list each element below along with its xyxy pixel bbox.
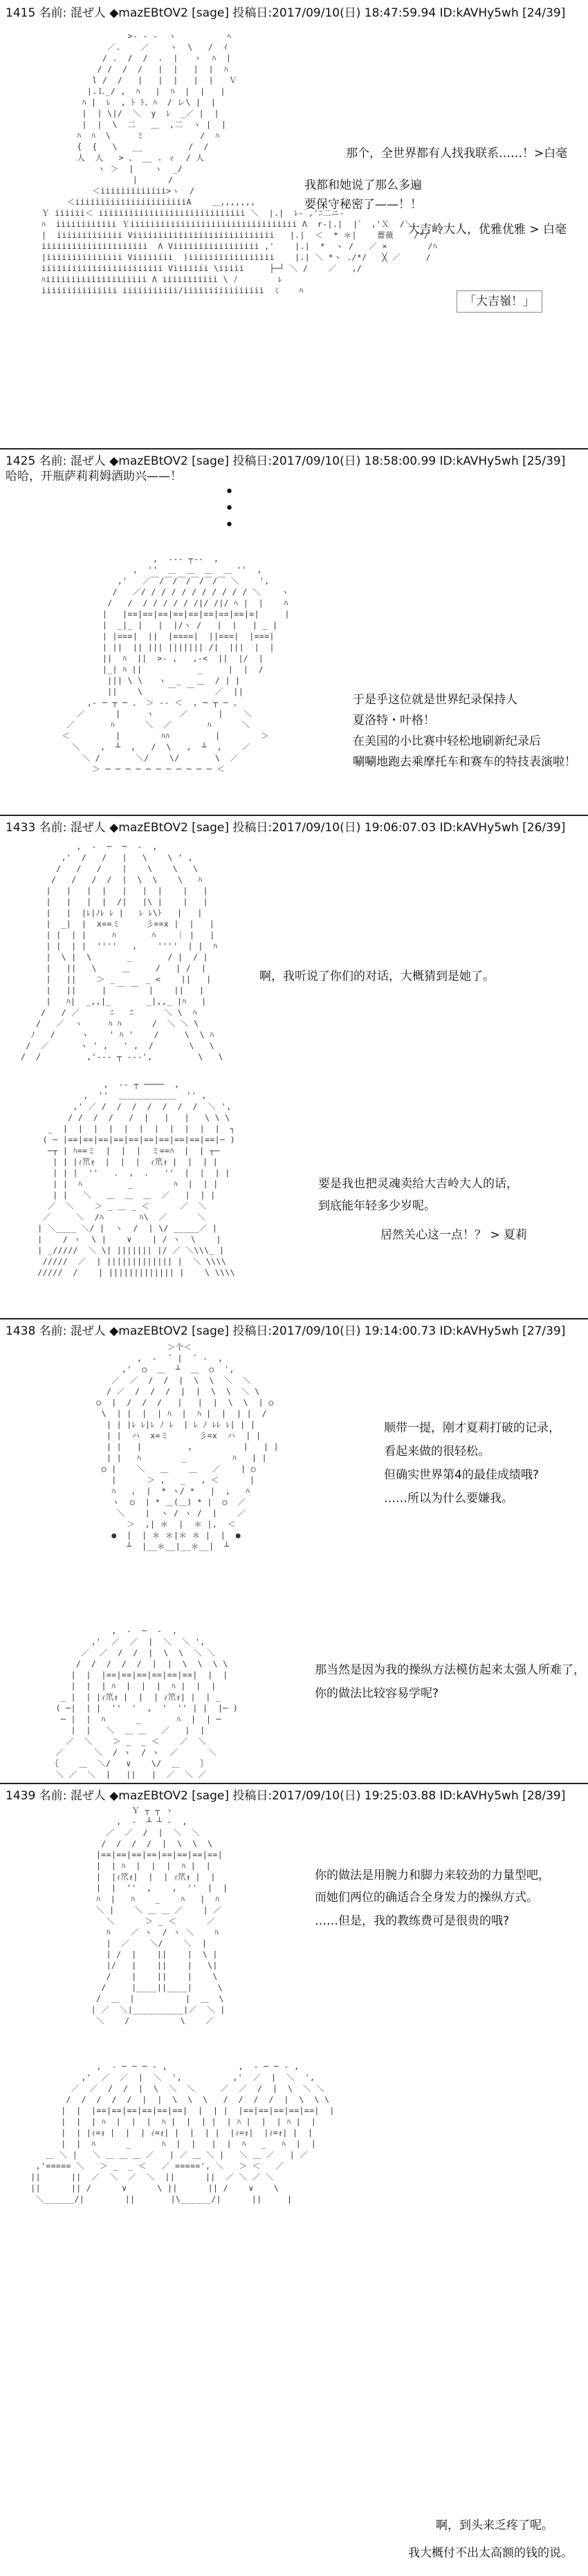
dialog-line: 你的做法是用腕力和脚力来较劲的力量型吧， — [315, 1869, 550, 1882]
ascii-art-figure: ＞个＜ , - ´ | ` - , ,' ○ ＿ ┴ ＿ ○ ', ／ ／ / / | \ \ ＼ ＼ / ／ / / / | | \ \ ＼ \ ○ | / / / | | | \ \ | ○ \ | | | | ﾊ | ﾊ | | | | / | | |ﾚ ﾚ|ﾚ ﾉ ﾚ | ﾚ ﾉ ﾚﾚ ﾚ| | | | | ハ x=ミ 彡=x ハ | | | | | , | | | | | ﾊ _ ﾊ | | ○ | ＼ ＿ ＿ ／ | ○ | ＞ , _ , ＜ | ﾊ , | * ヽ/ * | , ﾊ ヽ ○ | * ＿(＿) * | ○ ／ ＼ | ヽ / ヽ / | ／ ＞ ,| ＊ | ＊ |, ＜ ● | | ＊ ＊|＊ ＊ | | ● ┴ |__＊__|__＊__| ┴ — [96, 1342, 279, 1551]
dialog-line: 于是乎这位就是世界纪录保持人 — [353, 693, 517, 707]
post-separator — [0, 815, 588, 816]
dialog-line: 啊，我听说了你们的对话，大概猜到是她了。 — [259, 970, 495, 983]
post-header-1438: 1438 名前: 混ぜ人 ◆mazEBtOV2 [sage] 投稿日:2017/09/10(日) 19:14:00.73 ID:kAVHy5wh [27/39] — [6, 1324, 566, 1338]
dialog-line: 居然关心这一点！？ > 夏莉 — [380, 1228, 528, 1242]
dialog-line: 啊，到头来乏疼了呢。 — [436, 2519, 553, 2532]
ellipsis-dots: • • • — [225, 483, 234, 534]
dialog-line: 唰唰地跑去乘摩托车和赛车的特技表演啦！ — [353, 755, 576, 769]
dialog-line: 顺带一提，刚才夏莉打破的记录， — [384, 1421, 560, 1435]
dialog-line: 你的做法比较容易学呢? — [315, 1687, 439, 1701]
dialog-line: 而她们两位的确适合全身发力的操纵方式。 — [315, 1891, 538, 1905]
ascii-art-figure: , - ─ - , ,' ／ ／ | ＼ ＼ ', ／ ／ / / | \ \ ＼ ＼ / / / / / | | \ \ \ \ | | |==|==|==|==|==|==| | | | | | ﾊ | | | ﾊ | | | _ | | |ｨ笊ｫ | | | ｨ笊ｫ| | | _ ( ─| | | '' ' , ' '' | | |─ ) ─ | | ﾊ _ ﾊ | | ─ | | ＼ ＿ ＿ ／ | | ／ ＼ ＞ _ _ ＜ ／ ＼ ／ ＼ / ヽ / ヽ ／ ＼ ｛ ＿ ＼/ ∨ \/ ＿ ｝ ＼ ／ ＼ | || | ／ ＼ ／ — [50, 1626, 239, 1779]
dialog-line: 要是我也把灵魂卖给大吉岭大人的话， — [318, 1177, 518, 1191]
dialog-line: 大吉岭大人，优雅优雅 > 白毫 — [408, 223, 567, 237]
ascii-art-figure: , - ─ ─ ─ - , , - ─ ─ - , ,' ／ ／ | ＼ ', ,' ／ | ＼ ', ／ ／ / / | \ ＼ ＼ ／ ／ / | \ ＼ ＼ / / / / / | | \ \ \ / / / / | \ \ \ | | |==|==|==|==|==|==| | | | |==|==|==|==|==| | | | | ﾊ | | | ﾊ | | | | | ﾊ | | | ﾊ | | | | |ｨ=ｫ | | | ｨ=ｫ| | | | | |ｨ=ｫ| |ｨ=ｫ| | | | | ﾊ _ ﾊ | | | | ﾊ _ ﾊ | | ＿ ＼ | ＼ ＿ ＿ ＿ ／ | ／ ＿ ＼ | ＼ ＿ ／ | ／ ,'===== ＼ ＞ _ _ ＜ ／ =====', ＼ ＞ ＜ ／ || || ／ ＼ ／ ＼ || || ／ ＼ ／ ＼ || || / ∨ \ || || / ∨ \ ＼______/| || |\______/| || | — [30, 2061, 335, 2204]
post-subline: 哈哈，开瓶萨莉莉姆酒助兴——！ — [6, 470, 182, 483]
post-header-1415: 1415 名前: 混ぜ人 ◆mazEBtOV2 [sage] 投稿日:2017/09/10(日) 18:47:59.94 ID:kAVHy5wh [24/39] — [6, 6, 566, 20]
dialog-line: 到底能年轻多少岁呢。 — [318, 1199, 436, 1213]
dialog-line: ……所以为什么要嫌我。 — [384, 1492, 513, 1505]
dialog-line: 在美国的小比赛中轻松地刷新纪录后 — [353, 734, 541, 748]
ascii-art-figure: >- - - ヽ ﾍ ／. ／ ヽ \ / ｲ / . / / . | ヽ ﾊ | / / / / | | | | ﾊ l / / | | | | | Ｖ |.Ｌ_/ , ﾊ | ﾊ | | | ﾊ | ﾚ , ﾄ ﾄ、ﾊ / レ\ | | | | \|/ ＼ y ﾚ _／ | | | | \ 二 ＿ ,二 ヽ | | ﾊ ﾊ \ ミ / ﾊ { { \ __ / / 人 人 > 、 __ . ィ / 人 ヽ ＞ | ヽ _/ | / ＜iiiiiiiiiiiii>ヽ / ＜iiiiiiiiiiiiiiiiiiiiiiA ＿,,,,,,, Ｙ iiiiii＜ iiiiiiiiiiiiiiiiiiiiiiiiiiiii ＼ |.| ﾚ- ,'ﾆ二ニ- ﾊ iiiiiiiiiiii Ｙiiiiiiiiiiiiiiiiiiiiiiiiiiiiiiiii Λ r-|.| |゛ ,'Ｘ /＼ | iiiiiiiiiiiii Viiiiiiiiiiiiiiiiiiiiiiiiiiii |.| ＜ * ＊| 薔薇 /*/ iiiiiiiiiiiiiiiiiiiii Λ Viiiiiiiiiiiiiiiii ,' |.| * ヽ / ／ × /ﾊ |iiiiiiiiiiiiiii Viiiiiiii )iiiiiiiiiiiiiiiii |.| ＼ *ヽ ./*/ ╳ ／ / iiiiiiiiiiiiiiiiiiiiiiii Viiiiiii \iiiii ├─┘ ＼ / ／ ,/ ﾊiiiiiiiiiiiiiiiiiiii Λ iiiiiiiiiii \ ﾉ ﾚ iiiiiiiiiiiiiii iiiiiiiiiii/iiiiiiiiiiiiiiii ﾐ ﾊ — [41, 31, 437, 295]
dialog-line: 要保守秘密了——！！ — [304, 198, 422, 212]
ascii-art-figure: , --- ┬-- , , '' ＿ ＿ ＿ ＿ '' , ,' ／￣/￣/￣/￣/￣/￣ ＼ ', / ／/ / / / / / / / / / / ＼ ヽ / / / / / / / /|/ /|/ ﾍ | | ﾊ | |==|==|==|==|==|==|==|==|=| | | _|_ | | |/ヽ / | | | _ | | |===| || |====| ||===| |===| | || || ||| ||||||| /| ||| | | || ﾊ || >- , ,-< || |/ | |_| ﾊ || _ | | / ||| \ \ ヽ _ ＿ / | | || \ ￣ ￣ ／ || ,- ─ ┬ ─ 、 ＞ -- ＜ , ─ ┬ ─ 、 ／ | ヽ ／ | ＼ ／ ﾊ ＼ ／ ﾊ ＼ ＜ | ﾊﾊ | ＞ ＼ , ┴ , / \ , ┴ , ／ ＼ / ＼/ \/ \ ／ ＞ ─ ─ ─ ─ ─ ─ ─ ─ ─ ─ ─ ＜ — [62, 554, 290, 774]
post-separator — [0, 1318, 588, 1319]
ascii-art-figure: , -- ┬ ──── , , '' ＿＿＿＿＿＿＿ '' , ,' ／ / / / / / / / ＼ ', / / / / / | | | \ \ \ _ | | | | | | | | | | | ┐ ( ─ |==|==|==|==|==|==|==|==|==|==|─ ) ─┬ | ﾊ==ミ | | | ミ==ﾊ | | ┬─ | | |ｨ笊ｫ | | | ｨ笊ｫ | | | | | | | '' . , . '' | | | | | | ﾊ _ ﾊ | | | | | ＼ ＿ ＿ ＿ ／ | | | ／ ＼ ＞ _ ＿ _ ＜ ／ ＼ ／ ＼ /ﾊ ﾊ\ ／ ＼ | ＼____ ＼/ | ヽ / | \/ _____／ | | / ヽ \ | ∨ | / ヽ \ | | _///// ＼ \| ||||||| |/ ／ ＼\\\_ | ///// ／ | ||||||||||||| | ＼ \\\\ ///// / | ||||||||||||| | \ \\\\ — [37, 1079, 235, 1277]
dialog-line: 夏洛特・叶格！ — [353, 714, 435, 728]
ascii-art-figure: , - ─ ─ - , ,' / / | \ \ ' , / / / | \ \ \ / / / / | \ \ \ ﾊ | | | | | | | | | | | | | /| |\ | | | | | |ﾚ|ﾉﾚ ﾚ | ﾚ ﾚ\ﾄ | | | _| | x==ミ 彡==x | | | | | | | ﾊ ﾊ ｜ | | | | | | '''' , '''' | | ﾊ | \ | \ _ / | / | | || \ ＿ / | / | | || ＞ _ _ < || | | || | ￣ ￣ | || | | ﾊ| _,,|_ _|,,_ |ﾊ | / / ／ ﾆ ﾆ ＼ \ ﾊ / ／ ヽ ﾊ ﾊ / ＼ ＼ \ ﾉ / ヽ ' ﾊ ' / \ \ ﾊ / ／ ヽ ' , ' , / \ \ / / ,'--- ┬ ---', \ \ — [21, 842, 223, 1062]
dialog-line: 我大概付不出太高额的钱的说。 — [408, 2546, 573, 2560]
post-header-1425: 1425 名前: 混ぜ人 ◆mazEBtOV2 [sage] 投稿日:2017/09/10(日) 18:58:00.99 ID:kAVHy5wh [25/39] — [6, 454, 566, 468]
dialog-line: ……但是，我的教练费可是很贵的哦? — [315, 1914, 510, 1928]
post-separator — [0, 1783, 588, 1784]
shout-box: 「大吉嶺！」 — [457, 290, 542, 313]
post-separator — [0, 448, 588, 450]
post-header-1439: 1439 名前: 混ぜ人 ◆mazEBtOV2 [sage] 投稿日:2017/09/10(日) 19:25:03.88 ID:kAVHy5wh [28/39] — [6, 1789, 566, 1803]
ascii-art-figure: Ｙ ┬ ┬ ヽ , - ┴ ┴ - , ／ ／ / | ＼ ＼ / / / / | \ \ \ |==|==|==|==|==|==|==|==| | | ﾊ | | | ﾊ | | | |ｨ笊ｫ| | | ｨ笊ｫ | | | | '' , , '' | | ﾊ | ﾊ _ ﾊ | ﾊ ＼ | ＼ ＿ ＿ ／ | ／ ＼ ＞ _ ＜ ／ ﾊ ／ ヽ / ヽ ＼ ﾊ | ／ ＼/ ＼ | | / | || | \ | |/ | || | \| / | || | \ / |____||____| \ / ＿ | | ＿ \ | ／ ＼|__________|／ ＼ | ＼ / \ ／ — [91, 1806, 228, 2026]
dialog-line: 看起来做的很轻松。 — [384, 1445, 490, 1458]
dialog-line: 那个，全世界都有人找我联系……！>白毫 — [346, 147, 568, 160]
post-header-1433: 1433 名前: 混ぜ人 ◆mazEBtOV2 [sage] 投稿日:2017/09/10(日) 19:06:07.03 ID:kAVHy5wh [26/39] — [6, 821, 566, 835]
dialog-line: 我都和她说了那么多遍 — [304, 178, 422, 192]
dialog-line: 但确实世界第4的最佳成绩哦? — [384, 1468, 539, 1482]
dialog-line: 那当然是因为我的操纵方法模仿起来太强人所难了， — [315, 1663, 585, 1677]
